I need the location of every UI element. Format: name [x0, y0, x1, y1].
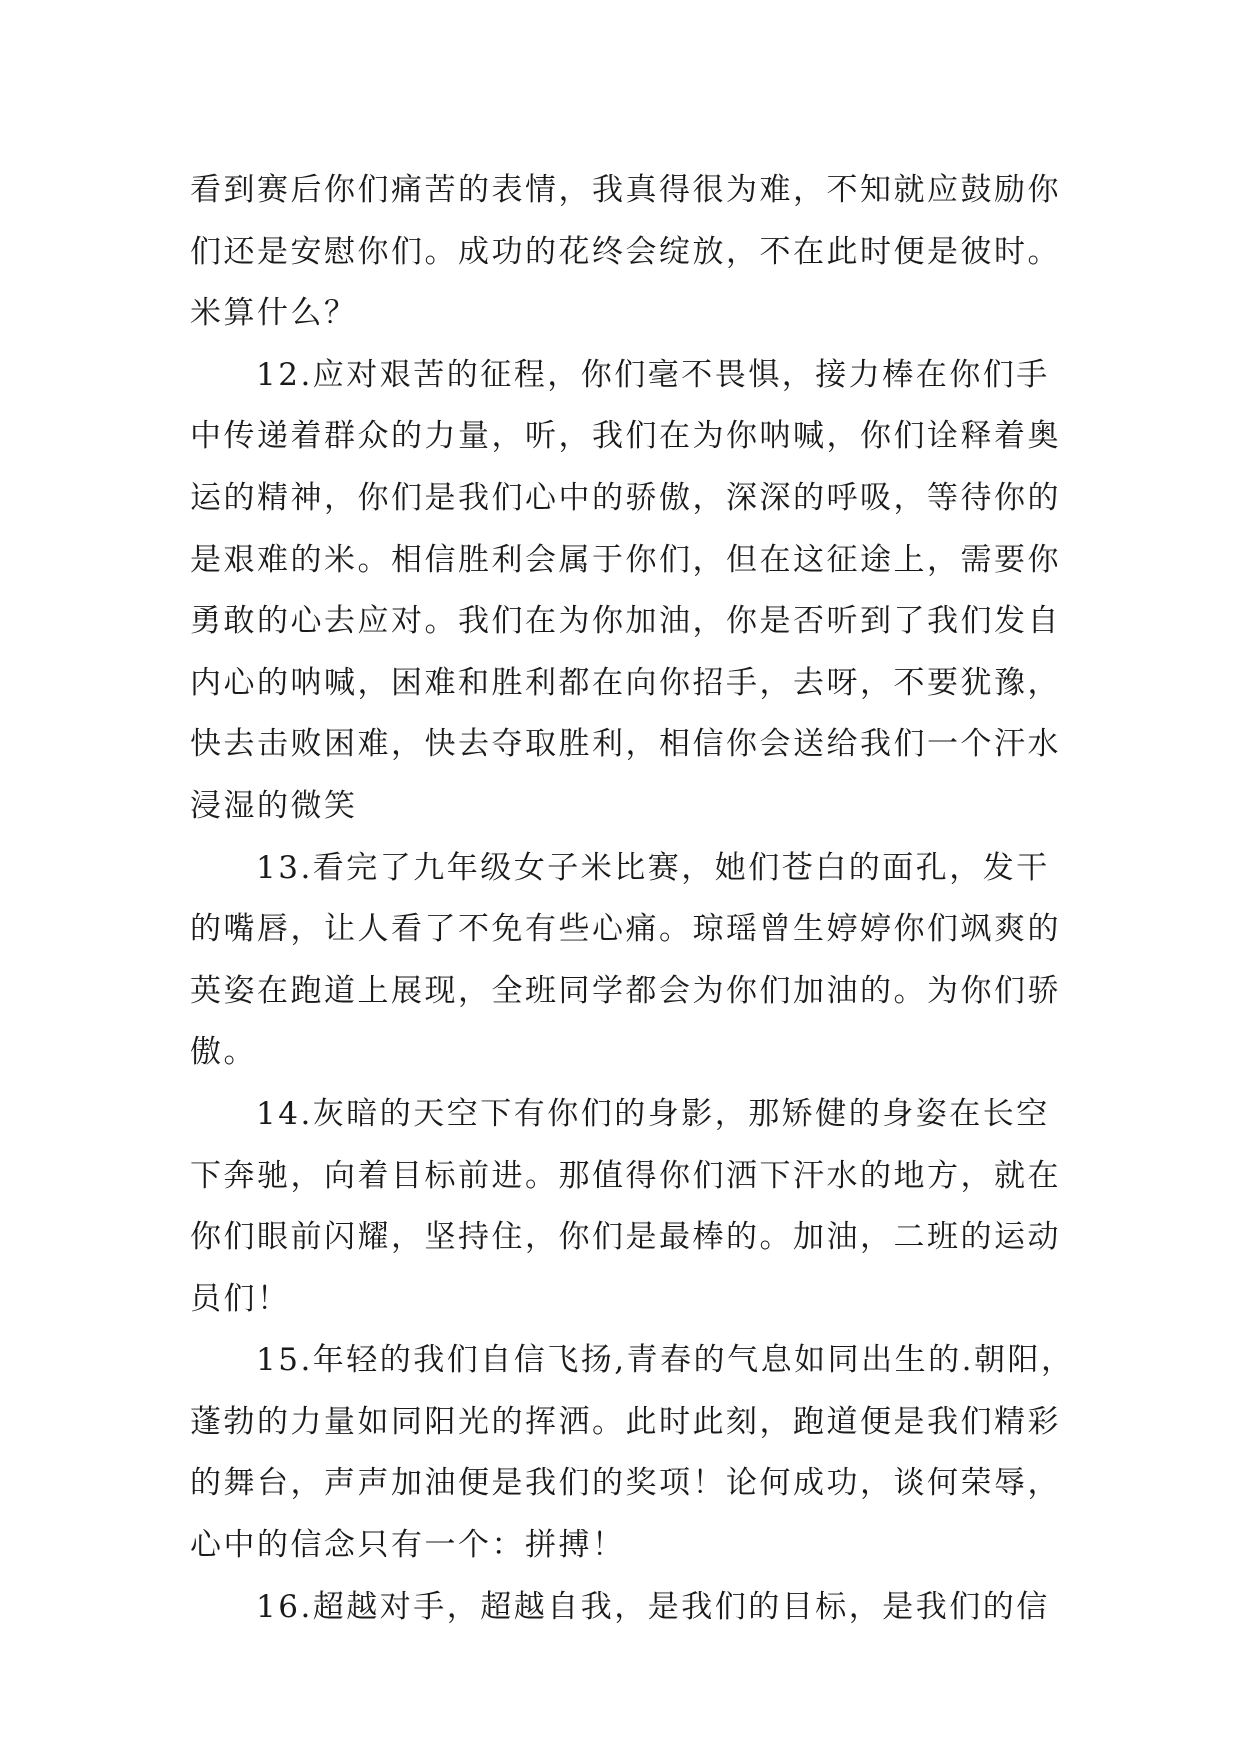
text-line: 中传递着群众的力量，听，我们在为你呐喊，你们诠释着奥 — [190, 418, 1061, 455]
text-line: 看到赛后你们痛苦的表情，我真得很为难，不知就应鼓励你 — [190, 172, 1061, 208]
text-line: 下奔驰，向着目标前进。那值得你们洒下汗水的地方，就在 — [190, 1157, 1061, 1194]
text-line: 们还是安慰你们。成功的花终会绽放，不在此时便是彼时。 — [190, 233, 1061, 270]
text-line: 是艰难的米。相信胜利会属于你们，但在这征途上，需要你 — [190, 541, 1061, 578]
paragraph-14-start: 14.灰暗的天空下有你们的身影，那矫健的身姿在长空 — [256, 1095, 1050, 1132]
text-line: 浸湿的微笑 — [190, 787, 358, 824]
text-line: 蓬勃的力量如同阳光的挥洒。此时此刻，跑道便是我们精彩 — [190, 1403, 1061, 1440]
paragraph-12-start: 12.应对艰苦的征程，你们毫不畏惧，接力棒在你们手 — [256, 356, 1050, 393]
paragraph-13-start: 13.看完了九年级女子米比赛，她们苍白的面孔，发干 — [256, 849, 1050, 886]
text-line: 内心的呐喊，困难和胜利都在向你招手，去呀，不要犹豫， — [190, 664, 1061, 701]
text-line: 快去击败困难，快去夺取胜利，相信你会送给我们一个汗水 — [190, 726, 1061, 763]
text-line: 米算什么？ — [190, 295, 358, 332]
paragraph-15-start: 15.年轻的我们自信飞扬,青春的气息如同出生的.朝阳， — [256, 1342, 1075, 1379]
text-line: 员们！ — [190, 1280, 291, 1317]
text-line: 你们眼前闪耀，坚持住，你们是最棒的。加油，二班的运动 — [190, 1219, 1061, 1256]
text-line: 勇敢的心去应对。我们在为你加油，你是否听到了我们发自 — [190, 603, 1061, 640]
text-line: 的嘴唇，让人看了不免有些心痛。琼瑶曾生婷婷你们飒爽的 — [190, 911, 1061, 948]
text-line: 英姿在跑道上展现，全班同学都会为你们加油的。为你们骄 — [190, 972, 1061, 1009]
paragraph-16-start: 16.超越对手，超越自我，是我们的目标，是我们的信 — [256, 1588, 1050, 1625]
document-body — [190, 160, 1075, 1638]
text-line: 心中的信念只有一个：拼搏！ — [190, 1527, 626, 1564]
text-line: 运的精神，你们是我们心中的骄傲，深深的呼吸，等待你的 — [190, 479, 1061, 516]
text-line: 傲。 — [190, 1034, 257, 1071]
text-line: 的舞台，声声加油便是我们的奖项！论何成功，谈何荣辱， — [190, 1465, 1061, 1502]
